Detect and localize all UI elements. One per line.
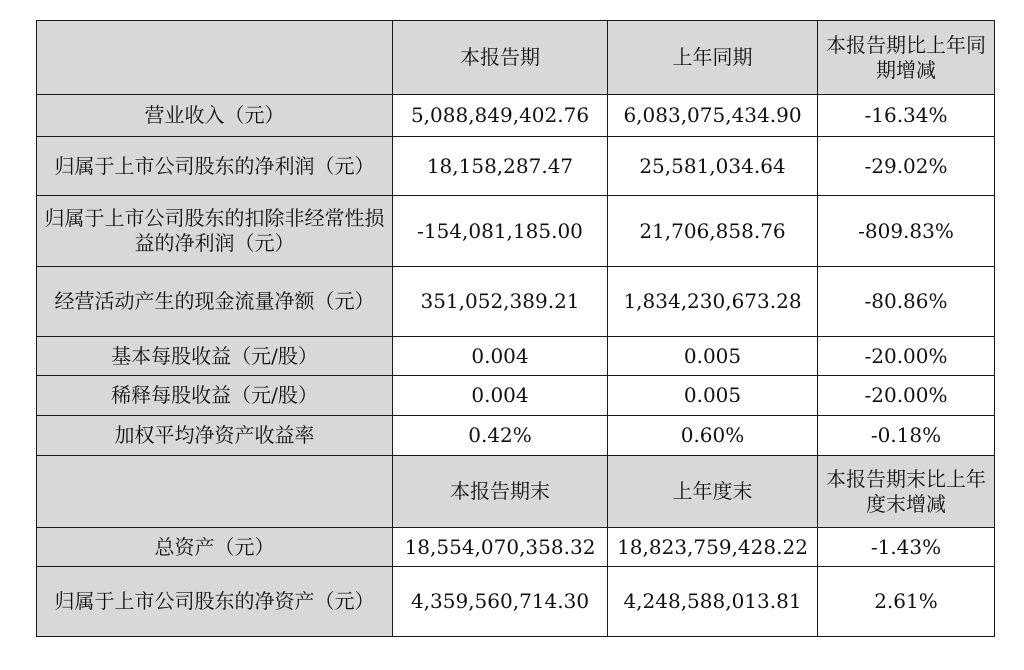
row-label: 加权平均净资产收益率	[37, 416, 393, 456]
prior-value: 4,248,588,013.81	[608, 567, 818, 637]
header-empty-cell	[37, 21, 393, 95]
change-value: -29.02%	[818, 137, 995, 196]
table-row	[37, 376, 995, 416]
current-value: 0.004	[393, 376, 608, 416]
change-value: -20.00%	[818, 376, 995, 416]
current-value: -154,081,185.00	[393, 196, 608, 267]
change-value: -16.34%	[818, 95, 995, 137]
change-value: -809.83%	[818, 196, 995, 267]
row-label: 稀释每股收益（元/股）	[37, 376, 393, 416]
change-value: -0.18%	[818, 416, 995, 456]
change-value: -20.00%	[818, 337, 995, 376]
row-label: 营业收入（元）	[37, 95, 393, 137]
table-header-row	[37, 21, 995, 95]
current-value: 5,088,849,402.76	[393, 95, 608, 137]
current-value: 351,052,389.21	[393, 267, 608, 337]
header-current-period: 本报告期	[393, 21, 608, 95]
prior-value: 25,581,034.64	[608, 137, 818, 196]
table-row	[37, 528, 995, 567]
header-empty-cell	[37, 456, 393, 528]
prior-value: 21,706,858.76	[608, 196, 818, 267]
table-row	[37, 416, 995, 456]
current-value: 0.004	[393, 337, 608, 376]
table-row	[37, 567, 995, 637]
header-prior-year-end: 上年度末	[608, 456, 818, 528]
row-label: 归属于上市公司股东的净资产（元）	[37, 567, 393, 637]
prior-value: 1,834,230,673.28	[608, 267, 818, 337]
current-value: 18,554,070,358.32	[393, 528, 608, 567]
current-value: 18,158,287.47	[393, 137, 608, 196]
row-label: 总资产（元）	[37, 528, 393, 567]
row-label: 归属于上市公司股东的扣除非经常性损益的净利润（元）	[37, 196, 393, 267]
table-row	[37, 196, 995, 267]
header-change: 本报告期比上年同期增减	[818, 21, 995, 95]
table-row	[37, 137, 995, 196]
prior-value: 18,823,759,428.22	[608, 528, 818, 567]
table-row	[37, 95, 995, 137]
change-value: -80.86%	[818, 267, 995, 337]
change-value: -1.43%	[818, 528, 995, 567]
header-prior-period: 上年同期	[608, 21, 818, 95]
header-period-end: 本报告期末	[393, 456, 608, 528]
row-label: 经营活动产生的现金流量净额（元）	[37, 267, 393, 337]
prior-value: 0.60%	[608, 416, 818, 456]
table-row	[37, 267, 995, 337]
row-label: 基本每股收益（元/股）	[37, 337, 393, 376]
current-value: 4,359,560,714.30	[393, 567, 608, 637]
financial-summary-table	[36, 20, 995, 637]
row-label: 归属于上市公司股东的净利润（元）	[37, 137, 393, 196]
current-value: 0.42%	[393, 416, 608, 456]
prior-value: 0.005	[608, 337, 818, 376]
table-row	[37, 337, 995, 376]
change-value: 2.61%	[818, 567, 995, 637]
table-header-row	[37, 456, 995, 528]
prior-value: 6,083,075,434.90	[608, 95, 818, 137]
header-change: 本报告期末比上年度末增减	[818, 456, 995, 528]
prior-value: 0.005	[608, 376, 818, 416]
